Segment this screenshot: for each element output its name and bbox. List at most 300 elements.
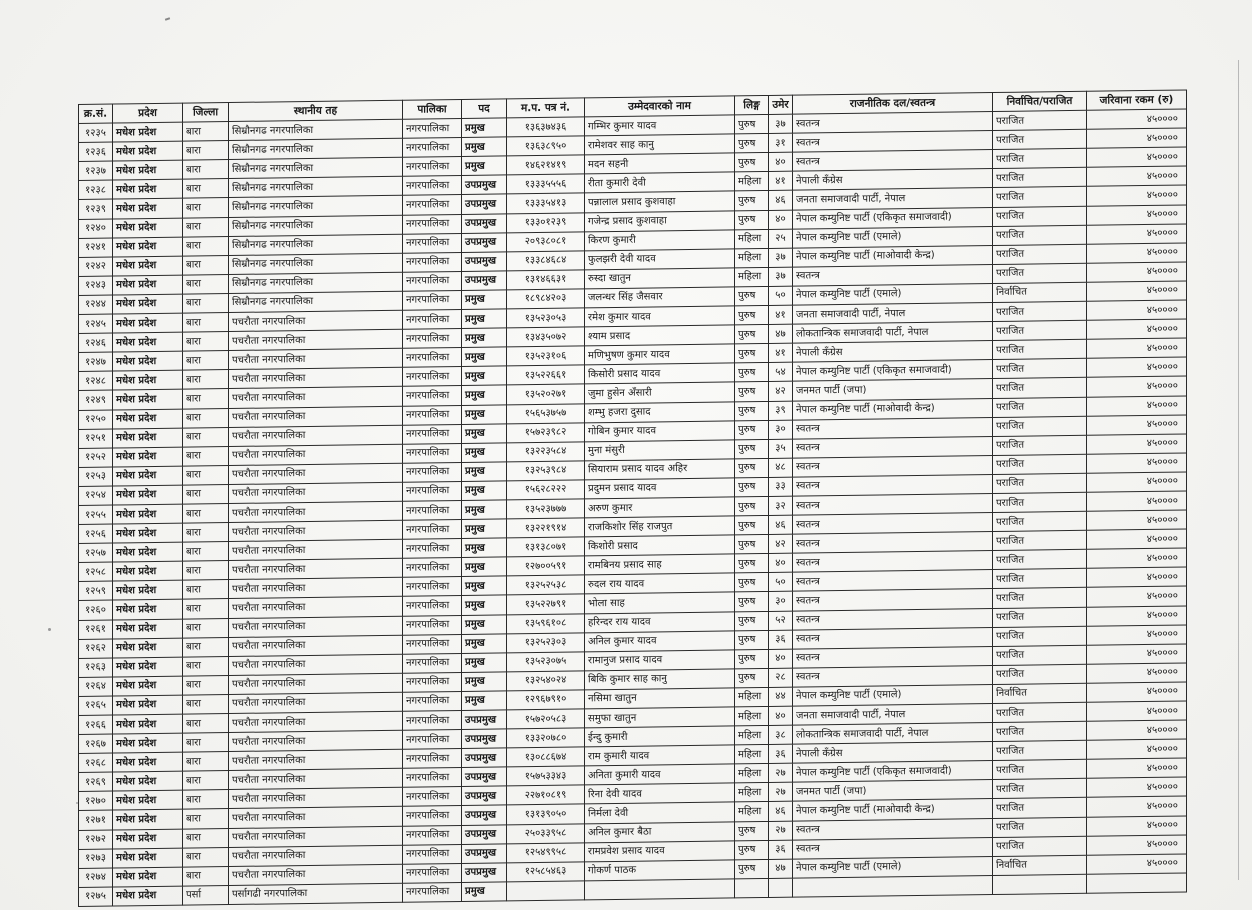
cell-party: नेपाल कम्युनिष्ट पार्टी (माओवादी केन्द्र) — [793, 398, 993, 420]
cell-local-level: पचरौता नगरपालिका — [229, 444, 403, 465]
cell-local-level: पचरौता नगरपालिका — [229, 387, 403, 408]
cell-fine: ४५०००० — [1087, 758, 1187, 778]
cell-post: प्रमुख — [462, 691, 507, 711]
cell-gender: महिला — [735, 726, 769, 746]
cell-gender: पुरुष — [735, 592, 769, 612]
cell-post: उपप्रमुख — [462, 729, 507, 749]
cell-result: पराजित — [993, 263, 1087, 283]
cell-local-level: पचरौता नगरपालिका — [229, 597, 403, 618]
cell-age: ३८ — [769, 725, 793, 744]
cell-post: प्रमुख — [462, 614, 507, 634]
cell-serial: १२४९ — [79, 390, 113, 410]
cell-age: ४१ — [769, 172, 793, 191]
cell-party: जनमत पार्टी (जपा) — [793, 780, 993, 802]
cell-gender: पुरुष — [735, 496, 769, 516]
cell-gender: पुरुष — [735, 305, 769, 325]
cell-candidate-name: मदन सहनी — [585, 153, 735, 174]
cell-age: ४६ — [769, 191, 793, 210]
cell-result: पराजित — [993, 721, 1087, 741]
cell-province: मधेश प्रदेश — [113, 332, 183, 352]
cell-post: प्रमुख — [462, 156, 507, 176]
cell-post: उपप्रमुख — [462, 844, 507, 864]
cell-gender: पुरुष — [735, 821, 769, 841]
cell-district: बारा — [183, 790, 229, 810]
cell-district: बारा — [183, 427, 229, 447]
cell-voter-id: १२९६७९१० — [507, 690, 585, 710]
cell-voter-id: १३३०१२३९ — [507, 212, 585, 232]
cell-municipality-type: नगरपालिका — [403, 768, 462, 788]
cell-serial: १२७४ — [79, 868, 113, 888]
cell-serial: १२५० — [79, 410, 113, 430]
cell-voter-id: १३२५३९८४ — [507, 461, 585, 481]
cell-district: बारा — [183, 675, 229, 695]
cell-municipality-type: नगरपालिका — [403, 596, 462, 616]
cell-age: ४८ — [769, 458, 793, 477]
cell-result: पराजित — [993, 760, 1087, 780]
cell-municipality-type: नगरपालिका — [403, 863, 462, 883]
cell-municipality-type: नगरपालिका — [403, 558, 462, 578]
cell-local-level: पचरौता नगरपालिका — [229, 673, 403, 694]
cell-gender: पुरुष — [735, 554, 769, 574]
cell-fine: ४५०००० — [1087, 224, 1187, 244]
cell-voter-id: १३०८८६७४ — [507, 747, 585, 767]
cell-municipality-type: नगरपालिका — [403, 672, 462, 692]
cell-age: ३७ — [769, 267, 793, 286]
cell-serial: १२५३ — [79, 467, 113, 487]
cell-province: मधेश प्रदेश — [113, 313, 183, 333]
cell-post: उपप्रमुख — [462, 824, 507, 844]
cell-voter-id: १४६२१४१९ — [507, 155, 585, 175]
cell-fine: ४५०००० — [1087, 529, 1187, 549]
cell-post: प्रमुख — [462, 882, 507, 902]
col-header-post: पद — [462, 99, 507, 119]
cell-serial: १२५२ — [79, 448, 113, 468]
cell-gender: महिला — [735, 706, 769, 726]
cell-party: जनता समाजवादी पार्टी, नेपाल — [793, 303, 993, 325]
cell-voter-id: १८९८४२०३ — [507, 289, 585, 309]
cell-age: ५० — [769, 286, 793, 305]
cell-gender: पुरुष — [735, 325, 769, 345]
cell-age: ४७ — [769, 324, 793, 343]
cell-municipality-type: नगरपालिका — [403, 138, 462, 158]
cell-result: निर्वाचित — [993, 683, 1087, 703]
cell-district: बारा — [183, 465, 229, 485]
cell-serial: १२४८ — [79, 371, 113, 391]
cell-serial: १२५५ — [79, 505, 113, 525]
cell-age: ४४ — [769, 687, 793, 706]
cell-candidate-name: किशोरी प्रसाद — [585, 535, 735, 556]
cell-result: पराजित — [993, 798, 1087, 818]
cell-fine: ४५०००० — [1087, 434, 1187, 454]
cell-age: २५ — [769, 229, 793, 248]
cell-serial: १२३९ — [79, 200, 113, 220]
cell-post: प्रमुख — [462, 443, 507, 463]
cell-district: बारा — [183, 389, 229, 409]
cell-fine: ४५०००० — [1087, 262, 1187, 282]
cell-voter-id: १३५२३०५३ — [507, 308, 585, 328]
cell-fine: ४५०००० — [1087, 300, 1187, 320]
cell-age: ३९ — [769, 401, 793, 420]
col-header-fine: जरिवाना रकम (रु) — [1087, 90, 1187, 110]
cell-age: ३० — [769, 420, 793, 439]
cell-province: मधेश प्रदेश — [113, 561, 183, 581]
cell-party: जनमत पार्टी (जपा) — [793, 379, 993, 401]
cell-candidate-name: रुस्दा खातुन — [585, 268, 735, 289]
cell-municipality-type: नगरपालिका — [403, 157, 462, 177]
page-edge — [1238, 60, 1239, 880]
cell-gender: पुरुष — [735, 535, 769, 555]
cell-age: ३६ — [769, 744, 793, 763]
cell-voter-id: १३१३८०७१ — [507, 537, 585, 557]
cell-party: स्वतन्त्र — [793, 150, 993, 172]
cell-municipality-type: नगरपालिका — [403, 271, 462, 291]
cell-result: पराजित — [993, 664, 1087, 684]
cell-post: उपप्रमुख — [462, 213, 507, 233]
cell-province: मधेश प्रदेश — [113, 256, 183, 276]
cell-post: उपप्रमुख — [462, 710, 507, 730]
cell-party: स्वतन्त्र — [793, 264, 993, 286]
cell-province: मधेश प्रदेश — [113, 733, 183, 753]
cell-fine: ४५०००० — [1087, 453, 1187, 473]
cell-age: ४२ — [769, 382, 793, 401]
cell-local-level: पचरौता नगरपालिका — [229, 635, 403, 656]
cell-party: लोकतान्त्रिक समाजवादी पार्टी, नेपाल — [793, 322, 993, 344]
cell-post: उपप्रमुख — [462, 271, 507, 291]
cell-gender: पुरुष — [735, 668, 769, 688]
cell-party: स्वतन्त्र — [793, 417, 993, 439]
cell-district: बारा — [183, 198, 229, 218]
cell-result: पराजित — [993, 530, 1087, 550]
cell-district: बारा — [183, 160, 229, 180]
cell-result: पराजित — [993, 359, 1087, 379]
cell-province: मधेश प्रदेश — [113, 504, 183, 524]
cell-local-level: पचरौता नगरपालिका — [229, 769, 403, 790]
cell-district: बारा — [183, 217, 229, 237]
cell-age: ४२ — [769, 534, 793, 553]
cell-age: २८ — [769, 668, 793, 687]
cell-age: ४१ — [769, 305, 793, 324]
cell-gender: पुरुष — [735, 630, 769, 650]
cell-fine: ४५०००० — [1087, 128, 1187, 148]
cell-province: मधेश प्रदेश — [113, 351, 183, 371]
cell-fine: ४५०००० — [1087, 357, 1187, 377]
cell-party: नेपाल कम्युनिष्ट पार्टी (एकिकृत समाजवादी) — [793, 761, 993, 783]
cell-province: मधेश प्रदेश — [113, 447, 183, 467]
cell-candidate-name: जुमा हुसेन अँसारी — [585, 382, 735, 403]
cell-district: बारा — [183, 733, 229, 753]
cell-local-level: पचरौता नगरपालिका — [229, 616, 403, 637]
cell-voter-id: १३३८४६८४ — [507, 251, 585, 271]
cell-fine: ४५०००० — [1087, 567, 1187, 587]
cell-fine: ४५०००० — [1087, 491, 1187, 511]
cell-municipality-type: नगरपालिका — [403, 252, 462, 272]
cell-serial: १२७२ — [79, 830, 113, 850]
cell-candidate-name: रिना देवी यादव — [585, 783, 735, 804]
cell-party: नेपाल कम्युनिष्ट पार्टी (एकिकृत समाजवादी) — [793, 360, 993, 382]
cell-voter-id: १३५२२७९१ — [507, 594, 585, 614]
cell-district: बारा — [183, 618, 229, 638]
cell-party: स्वतन्त्र — [793, 474, 993, 496]
cell-province: मधेश प्रदेश — [113, 752, 183, 772]
cell-province: मधेश प्रदेश — [113, 428, 183, 448]
col-header-party: राजनीतिक दल/स्वतन्त्र — [793, 93, 993, 115]
cell-result: पराजित — [993, 225, 1087, 245]
cell-gender: पुरुष — [735, 516, 769, 536]
cell-serial: १२६५ — [79, 696, 113, 716]
cell-candidate-name — [585, 879, 735, 900]
cell-result: पराजित — [993, 397, 1087, 417]
cell-local-level: सिम्रौनगढ नगरपालिका — [229, 119, 403, 140]
cell-candidate-name: रामानुज प्रसाद यादव — [585, 650, 735, 671]
cell-municipality-type: नगरपालिका — [403, 386, 462, 406]
cell-voter-id: १३५२३७७७ — [507, 499, 585, 519]
cell-post: प्रमुख — [462, 290, 507, 310]
cell-post: उपप्रमुख — [462, 748, 507, 768]
cell-party: स्वतन्त्र — [793, 665, 993, 687]
cell-result: पराजित — [993, 473, 1087, 493]
cell-post: प्रमुख — [462, 385, 507, 405]
cell-party: स्वतन्त्र — [793, 818, 993, 840]
cell-post: प्रमुख — [462, 118, 507, 138]
cell-serial: १२५८ — [79, 562, 113, 582]
cell-voter-id: १३२२३५८४ — [507, 442, 585, 462]
cell-serial: १२४७ — [79, 352, 113, 372]
cell-local-level: सिम्रौनगढ नगरपालिका — [229, 291, 403, 312]
cell-result: पराजित — [993, 511, 1087, 531]
cell-serial: १२३६ — [79, 142, 113, 162]
cell-province: मधेश प्रदेश — [113, 294, 183, 314]
cell-local-level: पचरौता नगरपालिका — [229, 501, 403, 522]
cell-party: स्वतन्त्र — [793, 608, 993, 630]
cell-voter-id: १३३२०७८० — [507, 728, 585, 748]
cell-serial: १२७० — [79, 791, 113, 811]
cell-post: प्रमुख — [462, 519, 507, 539]
cell-voter-id: १३५२३०७५ — [507, 652, 585, 672]
cell-candidate-name: सियाराम प्रसाद यादव अहिर — [585, 459, 735, 480]
cell-fine: ४५०००० — [1087, 644, 1187, 664]
cell-municipality-type: नगरपालिका — [403, 310, 462, 330]
cell-result: पराजित — [993, 168, 1087, 188]
cell-fine: ४५०००० — [1087, 185, 1187, 205]
cell-gender: पुरुष — [735, 840, 769, 860]
cell-serial: १२५६ — [79, 524, 113, 544]
cell-voter-id: १२५८५४६३ — [507, 862, 585, 882]
cell-result: पराजित — [993, 187, 1087, 207]
cell-gender: महिला — [735, 745, 769, 765]
cell-result: पराजित — [993, 626, 1087, 646]
cell-post: उपप्रमुख — [462, 786, 507, 806]
cell-result: पराजित — [993, 320, 1087, 340]
cell-province: मधेश प्रदेश — [113, 160, 183, 180]
cell-local-level: पचरौता नगरपालिका — [229, 654, 403, 675]
cell-candidate-name: गजेन्द्र प्रसाद कुशवाहा — [585, 210, 735, 231]
cell-district: बारा — [183, 293, 229, 313]
cell-district: बारा — [183, 446, 229, 466]
cell-voter-id: १३१३९०५० — [507, 804, 585, 824]
cell-district: बारा — [183, 847, 229, 867]
cell-result: पराजित — [993, 588, 1087, 608]
col-header-voter-id: म.प. पत्र नं. — [507, 98, 585, 118]
cell-serial: १२६३ — [79, 658, 113, 678]
cell-age: २७ — [769, 821, 793, 840]
cell-district: बारा — [183, 580, 229, 600]
cell-age: ४७ — [769, 859, 793, 878]
cell-post: उपप्रमुख — [462, 194, 507, 214]
cell-fine: ४५०००० — [1087, 166, 1187, 186]
cell-candidate-name: गोबिन कुमार यादव — [585, 420, 735, 441]
cell-result: पराजित — [993, 702, 1087, 722]
cell-province: मधेश प्रदेश — [113, 676, 183, 696]
cell-municipality-type: नगरपालिका — [403, 539, 462, 559]
cell-post: प्रमुख — [462, 538, 507, 558]
cell-voter-id: १३५९६१०८ — [507, 613, 585, 633]
cell-local-level: पचरौता नगरपालिका — [229, 463, 403, 484]
cell-candidate-name: ईन्दु कुमारी — [585, 726, 735, 747]
cell-party: स्वतन्त्र — [793, 436, 993, 458]
cell-district: बारा — [183, 484, 229, 504]
cell-voter-id: १५७२०५८३ — [507, 709, 585, 729]
cell-serial: १२५१ — [79, 429, 113, 449]
cell-age: ४० — [769, 152, 793, 171]
cell-province: मधेश प्रदेश — [113, 657, 183, 677]
cell-local-level: सिम्रौनगढ नगरपालिका — [229, 234, 403, 255]
cell-post: प्रमुख — [462, 595, 507, 615]
cell-serial: १२३७ — [79, 161, 113, 181]
cell-age: ५२ — [769, 611, 793, 630]
cell-post: उपप्रमुख — [462, 863, 507, 883]
cell-municipality-type: नगरपालिका — [403, 787, 462, 807]
cell-age: ३७ — [769, 248, 793, 267]
cell-local-level: पचरौता नगरपालिका — [229, 406, 403, 427]
cell-fine: ४५०००० — [1087, 816, 1187, 836]
cell-gender: पुरुष — [735, 611, 769, 631]
cell-candidate-name: अनिता कुमारी यादव — [585, 764, 735, 785]
cell-serial: १२७३ — [79, 849, 113, 869]
cell-district: बारा — [183, 179, 229, 199]
cell-district: बारा — [183, 828, 229, 848]
cell-candidate-name: प्रदुमन प्रसाद यादव — [585, 478, 735, 499]
cell-province: मधेश प्रदेश — [113, 409, 183, 429]
cell-district: बारा — [183, 141, 229, 161]
cell-candidate-name: रामेशवर साह कानु — [585, 134, 735, 155]
cell-province: मधेश प्रदेश — [113, 180, 183, 200]
cell-candidate-name: गम्भिर कुमार यादव — [585, 115, 735, 136]
scan-speck — [48, 628, 51, 631]
cell-age — [769, 878, 793, 897]
cell-serial: १२६२ — [79, 639, 113, 659]
cell-serial: १२४४ — [79, 295, 113, 315]
cell-candidate-name: रीता कुमारी देवी — [585, 172, 735, 193]
cell-age: ३६ — [769, 630, 793, 649]
scan-speck — [165, 17, 170, 21]
cell-local-level: पचरौता नगरपालिका — [229, 425, 403, 446]
cell-province: मधेश प्रदेश — [113, 829, 183, 849]
cell-result: पराजित — [993, 569, 1087, 589]
cell-voter-id: १२५४९९५८ — [507, 843, 585, 863]
cell-result: निर्वाचित — [993, 855, 1087, 875]
cell-municipality-type: नगरपालिका — [403, 844, 462, 864]
cell-district: बारा — [183, 771, 229, 791]
cell-municipality-type: नगरपालिका — [403, 119, 462, 139]
cell-age: ४१ — [769, 343, 793, 362]
cell-result: पराजित — [993, 836, 1087, 856]
cell-local-level: सिम्रौनगढ नगरपालिका — [229, 138, 403, 159]
cell-local-level: पचरौता नगरपालिका — [229, 520, 403, 541]
cell-fine — [1087, 873, 1187, 893]
cell-municipality-type: नगरपालिका — [403, 634, 462, 654]
cell-voter-id: १५६२८२२२ — [507, 480, 585, 500]
cell-post: उपप्रमुख — [462, 175, 507, 195]
cell-fine: ४५०००० — [1087, 338, 1187, 358]
cell-candidate-name: बिकि कुमार साह कानु — [585, 669, 735, 690]
cell-candidate-name: फुलझरी देवी यादव — [585, 249, 735, 270]
cell-local-level: पचरौता नगरपालिका — [229, 368, 403, 389]
col-header-gender: लिङ्ग — [735, 95, 769, 115]
cell-voter-id: २२७१०८१९ — [507, 785, 585, 805]
cell-voter-id: १३५२२६६१ — [507, 365, 585, 385]
cell-result: पराजित — [993, 378, 1087, 398]
cell-result: पराजित — [993, 435, 1087, 455]
cell-age: ४६ — [769, 515, 793, 534]
cell-age: ३६ — [769, 840, 793, 859]
cell-municipality-type: नगरपालिका — [403, 749, 462, 769]
cell-age: ४० — [769, 553, 793, 572]
cell-district: बारा — [183, 370, 229, 390]
cell-local-level: सिम्रौनगढ नगरपालिका — [229, 253, 403, 274]
cell-serial: १२६८ — [79, 753, 113, 773]
cell-municipality-type: नगरपालिका — [403, 462, 462, 482]
cell-candidate-name: जलन्धर सिंह जैसवार — [585, 287, 735, 308]
cell-result: पराजित — [993, 454, 1087, 474]
cell-district: बारा — [183, 122, 229, 142]
cell-voter-id — [507, 881, 585, 901]
cell-serial: १२६७ — [79, 734, 113, 754]
cell-municipality-type: नगरपालिका — [403, 806, 462, 826]
cell-province: मधेश प्रदेश — [113, 370, 183, 390]
cell-party: नेपाल कम्युनिष्ट पार्टी (एमाले) — [793, 856, 993, 878]
cell-result: पराजित — [993, 110, 1087, 130]
cell-post: प्रमुख — [462, 309, 507, 329]
cell-gender: महिला — [735, 783, 769, 803]
cell-party: स्वतन्त्र — [793, 837, 993, 859]
cell-province: मधेश प्रदेश — [113, 695, 183, 715]
cell-voter-id: १३१४६६३१ — [507, 270, 585, 290]
cell-local-level: पचरौता नगरपालिका — [229, 749, 403, 770]
cell-fine: ४५०००० — [1087, 243, 1187, 263]
cell-province: मधेश प्रदेश — [113, 275, 183, 295]
cell-fine: ४५०००० — [1087, 625, 1187, 645]
cell-candidate-name: रमेश कुमार यादव — [585, 306, 735, 327]
cell-fine: ४५०००० — [1087, 606, 1187, 626]
cell-candidate-name: गोकर्ण पाठक — [585, 860, 735, 881]
cell-municipality-type: नगरपालिका — [403, 882, 462, 902]
cell-local-level: पचरौता नगरपालिका — [229, 482, 403, 503]
cell-province: मधेश प्रदेश — [113, 771, 183, 791]
cell-district: बारा — [183, 809, 229, 829]
cell-age: ३३ — [769, 477, 793, 496]
cell-gender: महिला — [735, 172, 769, 192]
cell-gender: महिला — [735, 687, 769, 707]
col-header-result: निर्वाचित/पराजित — [993, 91, 1087, 111]
cell-post: प्रमुख — [462, 366, 507, 386]
cell-candidate-name: श्याम प्रसाद — [585, 325, 735, 346]
cell-fine: ४५०००० — [1087, 548, 1187, 568]
cell-district: बारा — [183, 503, 229, 523]
cell-local-level: सिम्रौनगढ नगरपालिका — [229, 215, 403, 236]
cell-gender: महिला — [735, 229, 769, 249]
cell-municipality-type: नगरपालिका — [403, 443, 462, 463]
cell-candidate-name: निर्मला देवी — [585, 802, 735, 823]
